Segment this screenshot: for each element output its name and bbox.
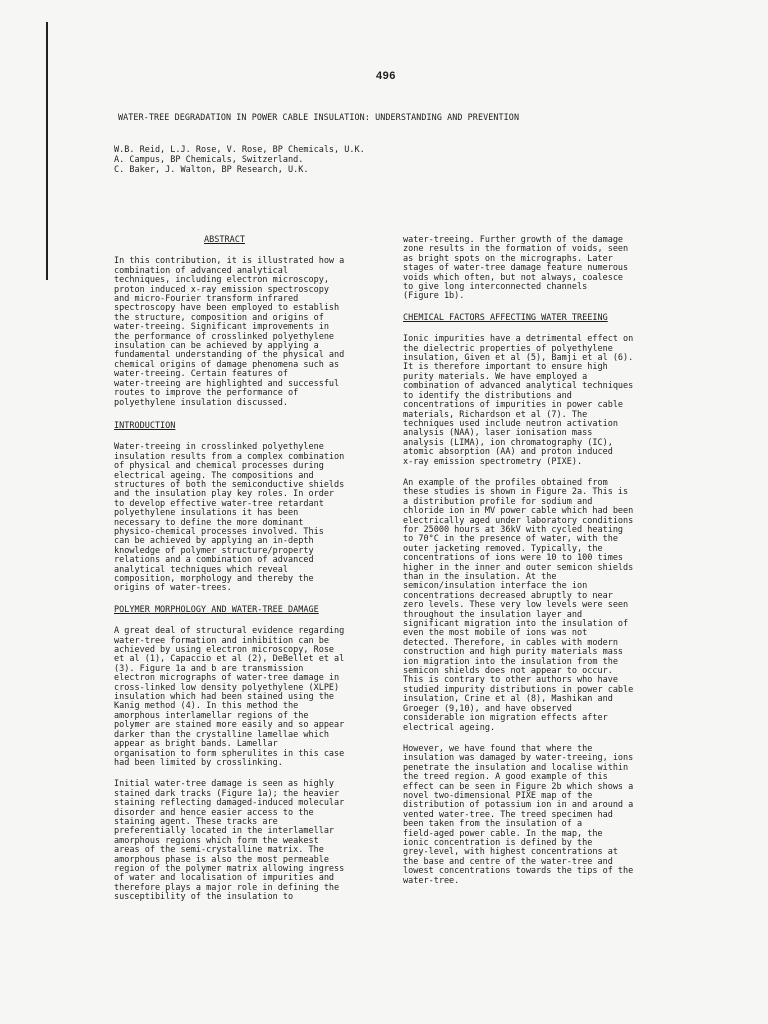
- margin-rule: [46, 22, 48, 280]
- right-column: [403, 236, 668, 898]
- introduction-heading: INTRODUCTION: [114, 420, 176, 431]
- chemical-paragraph-3: However, we have found that where the insulation was damaged by water-treeing, ions penetrate the insulation and localise within the treed region. A good example of this effect can be seen in Figure 2b which shows a novel two-dimensional PIXE map of the distribution of potassium ion in and around a vented water-tree. The treed specimen had been taken from the insulation of a field-aged power cable. In the map, the ionic concentration is defined by the grey-level, with highest concentrations at the base and centre of the water-tree and lowest concentrations towards the tips of the water-tree.: [403, 743, 634, 886]
- introduction-paragraph: Water-treeing in crosslinked polyethylene insulation results from a complex combination of physical and chemical processes during electrical ageing. The compositions and structures of both the semiconductive shields and the insulation play key roles. In order to develop effective water-tree retardant polyethylene insulations it has been necessary to define the more dominant physico-chemical processes involved. This can be achieved by applying an in-depth knowledge of polymer structure/property relations and a combination of advanced analytical techniques which reveal composition, morphology and thereby the origins of water-trees.: [114, 442, 345, 594]
- author-line: C. Baker, J. Walton, BP Research, U.K.: [114, 165, 309, 175]
- morphology-paragraph-1: A great deal of structural evidence regarding water-tree formation and inhibition can be achieved by using electron microscopy, Rose et al (1), Capaccio et al (2), DeBellet et al (3). Figure 1a and b are transmission electron micrographs of water-tree damage in cross-linked low density polyethylene (XLPE) insulation which had been stained using the Kanig method (4). In this method the amorphous interlamellar regions of the polymer are stained more easily and so appear darker than the crystalline lamellae which appear as bright bands. Lamellar organisation to form spherulites in this case had been limited by crosslinking.: [114, 626, 345, 768]
- abstract-paragraph: In this contribution, it is illustrated how a combination of advanced analytical techniques, including electron microscopy, proton induced x-ray emission spectroscopy and micro-Fourier transform infrared spectroscopy have been employed to establish the structure, composition and origins of water-treeing. Significant improvements in the performance of crosslinked polyethylene insulation can be achieved by applying a fundamental understanding of the physical and chemical origins of damage phenomena such as water-treeing. Certain features of water-treeing are highlighted and successful routes to improve the performance of polyethylene insulation discussed.: [114, 256, 345, 408]
- chemical-factors-heading: CHEMICAL FACTORS AFFECTING WATER TREEING: [403, 312, 608, 323]
- page-number: 496: [376, 70, 396, 82]
- chemical-paragraph-2: An example of the profiles obtained from these studies is shown in Figure 2a. This is a distribution profile for sodium and chloride ion in MV power cable which had been electrically aged under laboratory conditions for 25000 hours at 36kV with cycled heating to 70°C in the presence of water, with the outer jacketing removed. Typically, the concentrations of ions were 10 to 100 times higher in the inner and outer semicon shields than in the insulation. At the semicon/insulation interface the ion concentrations decreased abruptly to near zero levels. These very low levels were seen throughout the insulation layer and significant migration into the insulation of even the most mobile of ions was not detected. Therefore, in cables with modern construction and high purity materials mass ion migration into the insulation from the semicon shields does not appear to occur. This is contrary to other authors who have studied impurity distributions in power cable insulation, Crine et al (8), Mashikan and Groeger (9,10), and have observed considerable ion migration effects after electrical ageing.: [403, 477, 634, 733]
- author-line: A. Campus, BP Chemicals, Switzerland.: [114, 155, 304, 165]
- author-line: W.B. Reid, L.J. Rose, V. Rose, BP Chemicals, U.K.: [114, 145, 365, 155]
- morphology-paragraph-2: Initial water-tree damage is seen as highly stained dark tracks (Figure 1a); the heavier staining reflecting damaged-induced molecular disorder and hence easier access to the staining agent. These tracks are preferentially located in the interlamellar amorphous regions which form the weakest areas of the semi-crystalline matrix. The amorphous phase is also the most permeable region of the polymer matrix allowing ingress of water and localisation of impurities and therefore plays a major role in defining the susceptibility of the insulation to: [114, 779, 345, 903]
- abstract-heading: ABSTRACT: [204, 235, 245, 245]
- left-column: [114, 236, 376, 915]
- author-block: [114, 145, 534, 175]
- paper-title: WATER-TREE DEGRADATION IN POWER CABLE INSULATION: UNDERSTANDING AND PREVENTION: [118, 112, 520, 122]
- continuation-paragraph: water-treeing. Further growth of the damage zone results in the formation of voids, seen as bright spots on the micrographs. Later stages of water-tree damage feature numerous voids which often, but not always, coalesce to give long interconnected channels (Figure 1b).: [403, 235, 629, 302]
- morphology-heading: POLYMER MORPHOLOGY AND WATER-TREE DAMAGE: [114, 604, 319, 615]
- chemical-paragraph-1: Ionic impurities have a detrimental effect on the dielectric properties of polyethylene insulation, Given et al (5), Bamji et al (6). It is therefore important to ensure high purity materials. We have employed a combination of advanced analytical techniques to identify the distributions and concentrations of impurities in power cable materials, Richardson et al (7). The techniques used include neutron activation analysis (NAA), laser ionisation mass analysis (LIMA), ion chromatography (IC), atomic absorption (AA) and proton induced x-ray emission spectrometry (PIXE).: [403, 334, 634, 467]
